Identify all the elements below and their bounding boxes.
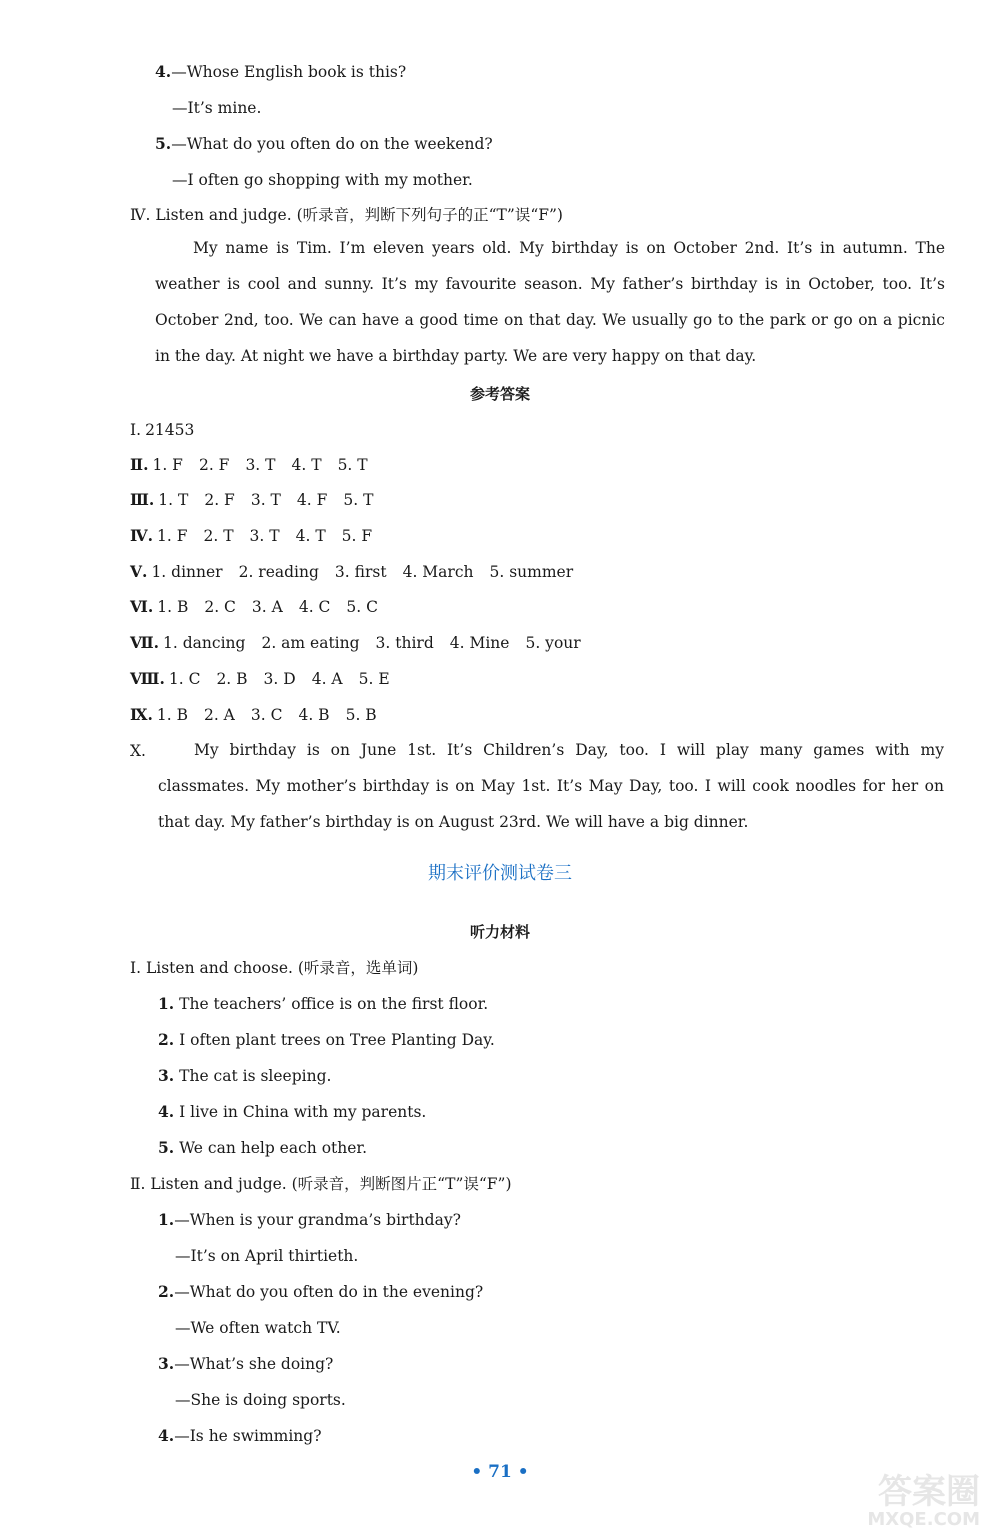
s1-item: 4. I live in China with my parents.: [158, 1102, 427, 1121]
watermark-url: MXQE.COM: [867, 1509, 980, 1530]
iv-heading: Ⅳ. Listen and judge. (听录音，判断下列句子的正“T”误“F”): [130, 206, 563, 224]
answer-row-1: Ⅰ. 21453: [130, 421, 195, 439]
s2-answer: —We often watch TV.: [175, 1319, 341, 1337]
s1-item: 5. We can help each other.: [158, 1138, 368, 1157]
s1-item: 3. The cat is sleeping.: [158, 1066, 332, 1085]
answer-row-3: Ⅲ. 1. T 2. F 3. T 4. F 5. T: [130, 490, 374, 509]
q4-question: 4.—Whose English book is this?: [155, 62, 407, 81]
answers-title: 参考答案: [469, 385, 530, 403]
q5-question: 5.—What do you often do on the weekend?: [155, 134, 493, 153]
answer-row-4: Ⅳ. 1. F 2. T 3. T 4. T 5. F: [130, 526, 373, 545]
s1-heading: Ⅰ. Listen and choose. (听录音，选单词): [130, 959, 419, 977]
answer-row-10-text: My birthday is on June 1st. It’s Children’s Day, too. I will play many games with my classmates. My mother’s birthday is on May 1st. It’s May Day, too. I will cook noodles for her on that day. My father’s birthday is on August 23rd. We will have a big dinner.: [158, 741, 944, 831]
watermark-text: 答案圈: [878, 1472, 980, 1512]
answer-row-6: Ⅵ. 1. B 2. C 3. A 4. C 5. C: [130, 597, 378, 616]
s2-question: 3.—What’s she doing?: [158, 1354, 334, 1373]
q5-answer: —I often go shopping with my mother.: [172, 171, 473, 189]
s1-item: 1. The teachers’ office is on the first floor.: [158, 994, 489, 1013]
page-number: • 71 •: [471, 1462, 529, 1482]
s2-question: 2.—What do you often do in the evening?: [158, 1282, 484, 1301]
s2-question: 1.—When is your grandma’s birthday?: [158, 1210, 461, 1229]
answer-row-9: Ⅸ. 1. B 2. A 3. C 4. B 5. B: [130, 705, 377, 724]
test3-subtitle: 听力材料: [469, 923, 530, 941]
s2-answer: —It’s on April thirtieth.: [175, 1247, 359, 1265]
s2-heading: Ⅱ. Listen and judge. (听录音，判断图片正“T”误“F”): [130, 1175, 512, 1193]
answer-row-8: Ⅷ. 1. C 2. B 3. D 4. A 5. E: [130, 669, 390, 688]
s2-question: 4.—Is he swimming?: [158, 1426, 322, 1445]
iv-passage: My name is Tim. I’m eleven years old. My birthday is on October 2nd. It’s in autumn. The weather is cool and sunny. It’s my favourite season. My father’s birthday is in October, too. It’s October 2nd, too. We can have a good time on that day. We usually go to the park or go on a picnic in the day. At night we have a birthday party. We are very happy on that day.: [155, 239, 945, 365]
answer-row-5: Ⅴ. 1. dinner 2. reading 3. first 4. March 5. summer: [130, 562, 574, 581]
test3-title: 期末评价测试卷三: [428, 863, 572, 884]
answer-row-7: Ⅶ. 1. dancing 2. am eating 3. third 4. Mine 5. your: [130, 633, 581, 652]
answer-row-2: Ⅱ. 1. F 2. F 3. T 4. T 5. T: [130, 455, 368, 474]
q4-answer: —It’s mine.: [172, 99, 262, 117]
answer-row-10-label: Ⅹ.: [130, 742, 146, 760]
watermark-logo: [867, 1474, 980, 1530]
s1-item: 2. I often plant trees on Tree Planting Day.: [158, 1030, 495, 1049]
s2-answer: —She is doing sports.: [175, 1391, 346, 1409]
